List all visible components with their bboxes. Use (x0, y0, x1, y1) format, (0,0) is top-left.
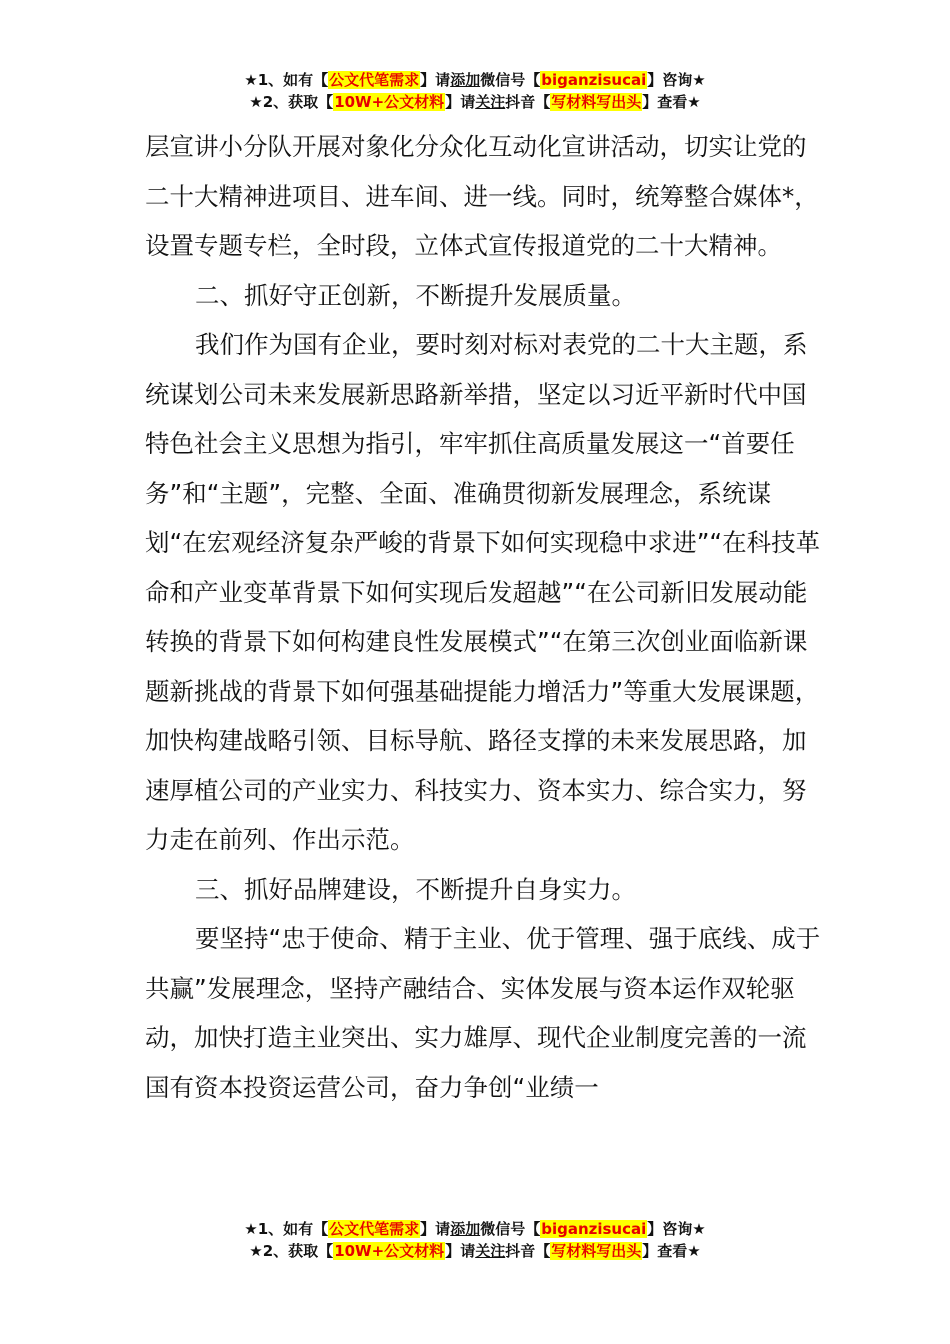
highlight-douyin: 写材料写出头 (551, 1242, 642, 1260)
banner-line-1 (0, 1218, 950, 1240)
banner-text: 微信号【 (480, 1220, 541, 1238)
section-heading: 三、抓好品牌建设，不断提升自身实力。 (195, 874, 636, 904)
banner-text: 微信号【 (480, 71, 541, 89)
highlight-materials: 10W+公文材料 (334, 1242, 445, 1260)
section-heading: 二、抓好守正创新，不断提升发展质量。 (195, 280, 636, 310)
paragraph: 要坚持“忠于使命、精于主业、优于管理、强于底线、成于共赢”发展理念，坚持产融结合、实体发展与资本运作双轮驱动，加快打造主业突出、实力雄厚、现代企业制度完善的一流国有资本投资运营公司，奋力争创“业绩一 (145, 924, 821, 1102)
banner-text: 】请 (445, 93, 476, 111)
banner-text: 】请 (420, 71, 451, 89)
banner-text: 】咨询★ (647, 1220, 706, 1238)
paragraph: 层宣讲小分队开展对象化分众化互动化宣讲活动，切实让党的二十大精神进项目、进车间、进一线。同时，统筹整合媒体*，设置专题专栏，全时段，立体式宣传报道党的二十大精神。 (145, 132, 819, 260)
banner-text: ★2、获取【 (249, 93, 334, 111)
banner-text: 】查看★ (642, 93, 701, 111)
banner-text: 】请 (445, 1242, 476, 1260)
highlight-douyin: 写材料写出头 (551, 93, 642, 111)
footer-banner (0, 1218, 950, 1262)
banner-text: ★1、如有【 (244, 1220, 329, 1238)
banner-text: 】查看★ (642, 1242, 701, 1260)
banner-text: ★1、如有【 (244, 71, 329, 89)
banner-text: 】请 (420, 1220, 451, 1238)
banner-text: 抖音【 (505, 93, 551, 111)
highlight-materials: 10W+公文材料 (334, 93, 445, 111)
banner-line-2 (0, 91, 950, 113)
highlight-service: 公文代笔需求 (329, 71, 420, 89)
highlight-service: 公文代笔需求 (329, 1220, 420, 1238)
banner-text: 抖音【 (505, 1242, 551, 1260)
paragraph: 我们作为国有企业，要时刻对标对表党的二十大主题，系统谋划公司未来发展新思路新举措，坚定以习近平新时代中国特色社会主义思想为指引，牢牢抓住高质量发展这一“首要任务”和“主题”，完整、全面、准确贯彻新发展理念，系统谋划“在宏观经济复杂严峻的背景下如何实现稳中求进”“在科技革命和产业变革背景下如何实现后发超越”“在公司新旧发展动能转换的背景下如何构建良性发展模式”“在第三次创业面临新课题新挑战的背景下如何强基础提能力增活力”等重大发展课题，加快构建战略引领、目标导航、路径支撑的未来发展思路，加速厚植公司的产业实力、科技实力、资本实力、综合实力，努力走在前列、作出示范。 (145, 330, 821, 854)
banner-line-2 (0, 1240, 950, 1262)
banner-text: 添加 (450, 1220, 481, 1238)
banner-text: 关注 (475, 93, 506, 111)
highlight-wechat-id: biganzisucai (541, 1220, 647, 1238)
highlight-wechat-id: biganzisucai (541, 71, 647, 89)
banner-text: 添加 (450, 71, 481, 89)
banner-text: 】咨询★ (647, 71, 706, 89)
document-body (145, 122, 825, 1112)
header-banner (0, 69, 950, 113)
banner-text: ★2、获取【 (249, 1242, 334, 1260)
banner-text: 关注 (475, 1242, 506, 1260)
banner-line-1 (0, 69, 950, 91)
